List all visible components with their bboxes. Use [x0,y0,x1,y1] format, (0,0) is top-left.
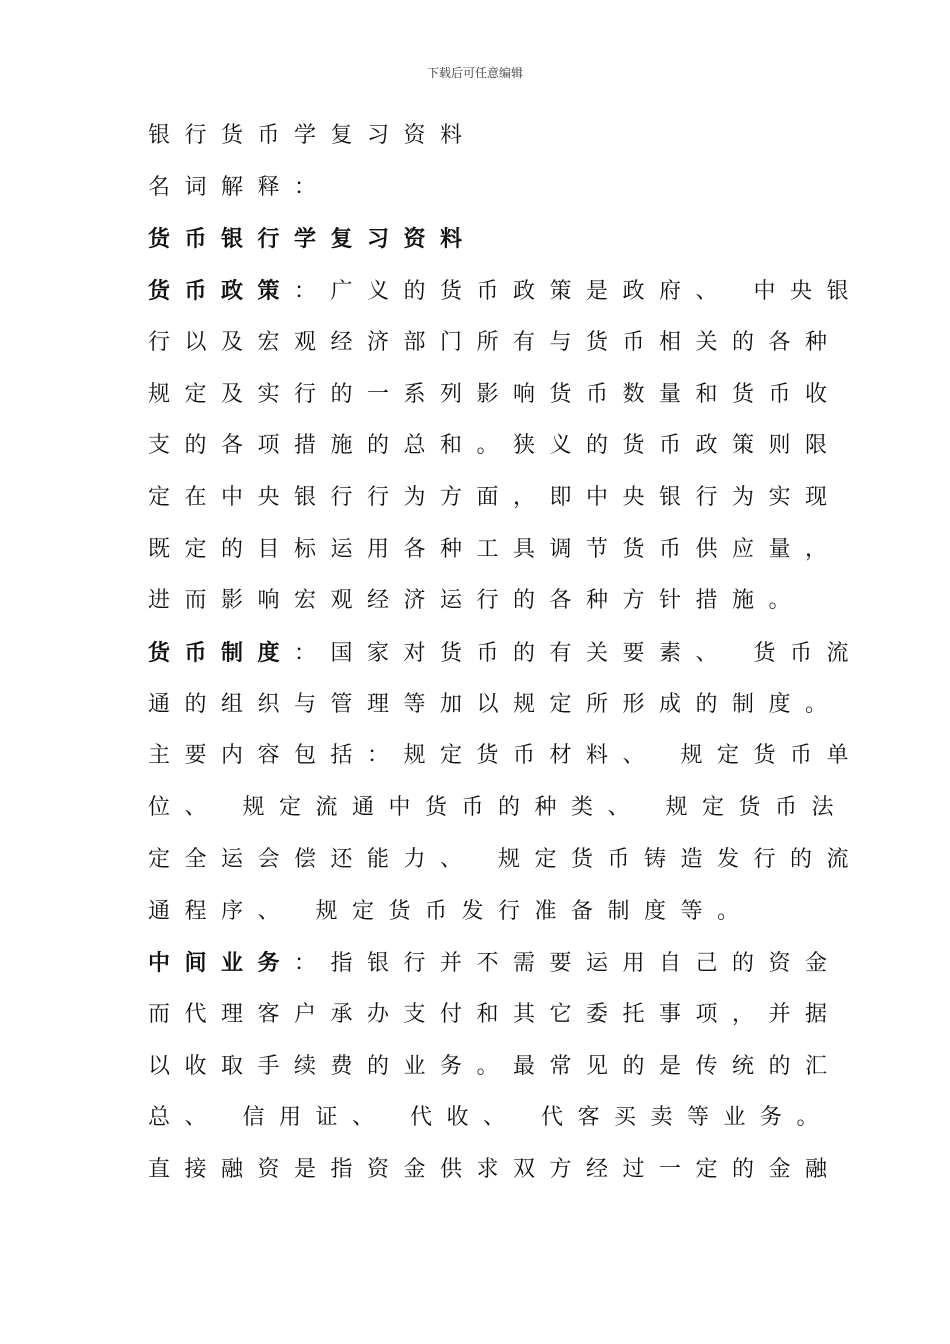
text-line [148,223,808,256]
text-segment: 位、 规定流通中货币的种类、 规定货币法 [148,795,848,820]
text-line [148,585,808,617]
text-line [148,275,864,308]
text-segment: ：指银行并不需要运用自己的资金 [294,951,842,976]
text-segment: 支的各项措施的总和。狭义的货币政策则限 [148,433,842,458]
text-segment: 名词解释： [148,175,331,200]
text-segment: 进而影响宏观经济运行的各种方针措施。 [148,588,806,613]
text-line [148,689,842,721]
text-line [148,844,863,876]
text-line [148,120,808,152]
text-segment: 规定及实行的一系列影响货币数量和货币收 [148,382,842,407]
text-line [148,896,808,928]
text-line [148,740,863,772]
text-segment: 直接融资是指资金供求双方经过一定的金融 [148,1157,842,1182]
text-segment: ：国家对货币的有关要素、 货币流 [294,641,864,666]
text-segment: 以收取手续费的业务。最常见的是传统的汇 [148,1054,842,1079]
text-line [148,1051,842,1083]
text-line [148,637,864,670]
text-line [148,327,842,359]
text-segment: 定在中央银行行为方面，即中央银行为实现 [148,485,842,510]
text-line [148,172,808,204]
page-header: 下载后可任意编辑 [426,66,523,80]
text-segment: 行以及宏观经济部门所有与货币相关的各种 [148,330,842,355]
text-segment: 通的组织与管理等加以规定所形成的制度。 [148,692,842,717]
text-segment: 总、 信用证、 代收、 代客买卖等业务。 [148,1105,833,1130]
text-line [148,792,848,824]
text-segment: 银行货币学复习资料 [148,123,477,148]
term-heading: 货币银行学复习资料 [148,226,477,252]
text-line [148,947,842,980]
term-heading: 货币政策 [148,278,295,304]
text-segment: 而代理客户承办支付和其它委托事项，并据 [148,1002,842,1027]
term-heading: 货币制度 [148,640,295,666]
text-line [148,430,842,462]
text-line [148,482,842,514]
text-segment: ：广义的货币政策是政府、 中央银 [294,279,864,304]
term-heading: 中间业务 [148,950,295,976]
text-segment: 定全运会偿还能力、 规定货币铸造发行的流 [148,847,863,872]
text-line [148,1102,833,1134]
text-segment: 通程序、 规定货币发行准备制度等。 [148,899,754,924]
text-line [148,534,842,566]
text-segment: 既定的目标运用各种工具调节货币供应量， [148,537,842,562]
text-line [148,1154,842,1186]
text-segment: 主要内容包括：规定货币材料、 规定货币单 [148,743,863,768]
text-line [148,999,842,1031]
text-line [148,379,842,411]
